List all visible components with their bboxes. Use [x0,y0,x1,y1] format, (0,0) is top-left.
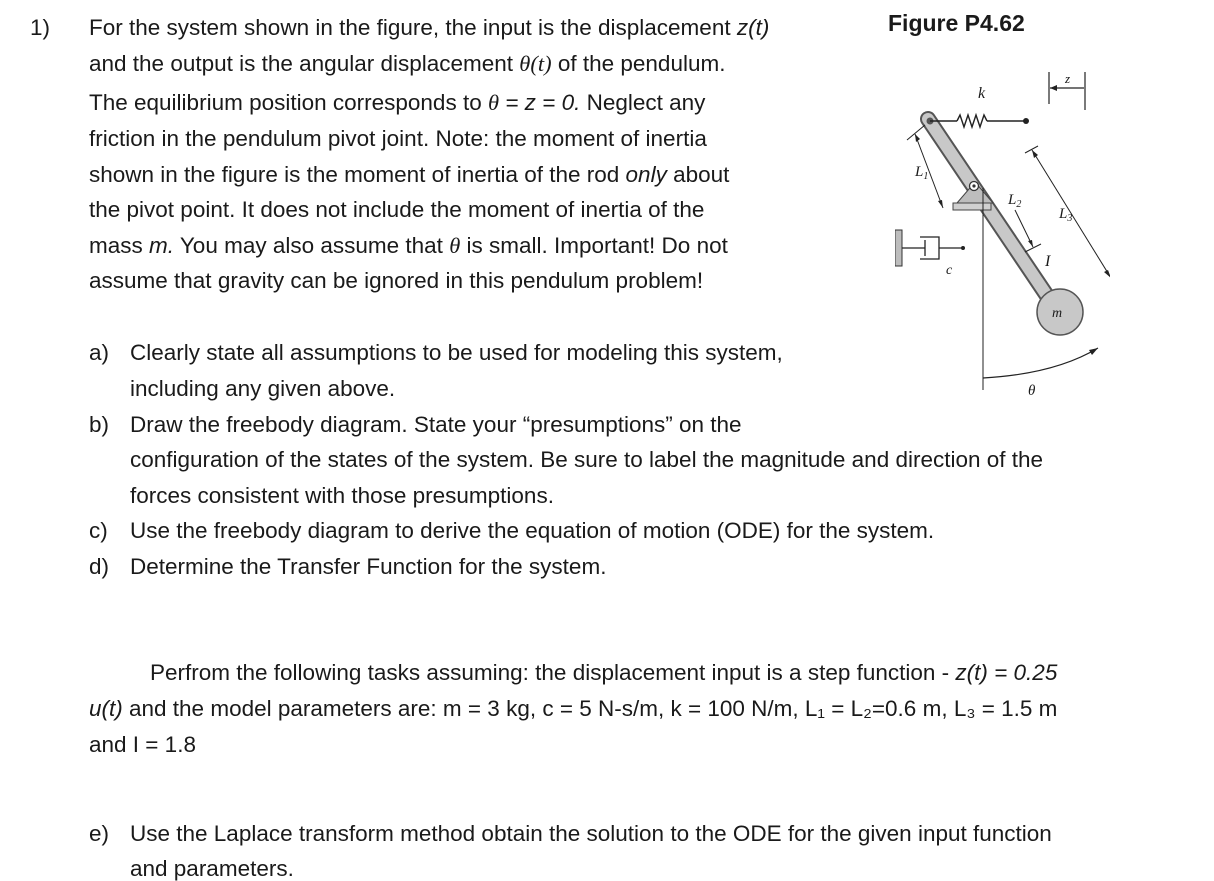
input-variable: z(t) [736,15,770,40]
output-variable: θ(t) [519,51,552,76]
intro-text: and the output is the angular displacement [89,51,520,76]
theta-symbol: θ [487,90,500,115]
label-L1 [914,164,928,182]
tasks-line-1 [150,662,1057,685]
theta-symbol: θ [449,233,461,258]
intro-line-7 [89,235,728,258]
intro-line-6: the pivot point. It does not include the moment of inertia of the [89,197,705,222]
part-b-line-1: Draw the freebody diagram. State your “presumptions” on the [130,412,742,437]
label-k: k [978,85,986,102]
part-e-line-2: and parameters. [130,856,294,881]
unit-step-symbol: u(t) [89,696,123,721]
part-d-label: d) [89,554,110,579]
mass-symbol: m. [149,233,175,258]
parameters-text: and the model parameters are: m = 3 kg, c = 5 N-s/m, k = 100 N/m, L₁ = L₂=0.6 m, L₃ = 1.5 m [122,696,1058,721]
intro-text: shown in the figure is the moment of inertia of the rod [89,162,626,187]
tasks-line-3: and I = 1.8 [89,732,196,757]
intro-text: mass [89,233,150,258]
label-L3-main: L [1059,206,1068,222]
pivot-support [953,182,993,211]
part-a-line-2: including any given above. [130,376,396,401]
question-number: 1) [30,15,51,40]
intro-line-8: assume that gravity can be ignored in this pendulum problem! [89,268,704,293]
part-e-line-1: Use the Laplace transform method obtain the solution to the ODE for the given input function [130,821,1052,846]
intro-line-1 [89,17,769,40]
intro-text: For the system shown in the figure, the input is the displacement [89,15,737,40]
intro-text: The equilibrium position corresponds to [89,90,488,115]
dimension-L3 [1025,146,1110,278]
label-theta: θ [1028,383,1036,399]
part-e-label: e) [89,821,110,846]
intro-line-4: friction in the pendulum pivot joint. Note: the moment of inertia [89,126,707,151]
label-L2 [1007,192,1021,210]
label-m: m [1052,306,1063,321]
figure-title: Figure P4.62 [888,10,1025,36]
pendulum-rod [928,119,1058,312]
part-b-line-2: configuration of the states of the system. Be sure to label the magnitude and direction of the [130,447,1044,472]
tasks-line-2 [89,698,1057,721]
part-c-label: c) [89,518,108,543]
intro-line-2 [89,53,725,76]
label-c: c [946,263,953,278]
intro-text: about [666,162,730,187]
label-I: I [1045,253,1051,270]
intro-text: Neglect any [580,90,706,115]
label-L2-sub: 2 [1016,199,1022,210]
emphasis-only: only [625,162,667,187]
label-L2-main: L [1008,192,1017,208]
pendulum-figure [895,60,1110,405]
step-input-expression: z(t) = 0.25 [955,660,1058,685]
spring-k [930,115,1029,127]
label-L1-sub: 1 [923,171,929,182]
intro-line-5 [89,164,729,187]
intro-text: is small. Important! Do not [460,233,728,258]
label-L3-sub: 3 [1067,213,1073,224]
label-z: z [1065,71,1071,86]
intro-text: You may also assume that [174,233,450,258]
intro-line-3 [89,92,705,115]
damper-c [895,230,965,266]
part-d-line-1: Determine the Transfer Function for the system. [130,554,607,579]
intro-text: of the pendulum. [551,51,726,76]
label-L3 [1058,206,1072,224]
label-L1-main: L [915,164,924,180]
part-a-line-1: Clearly state all assumptions to be used for modeling this system, [130,340,783,365]
part-c-line-1: Use the freebody diagram to derive the equation of motion (ODE) for the system. [130,518,935,543]
equilibrium-expression: = z = 0. [499,90,581,115]
tasks-text: Perfrom the following tasks assuming: the displacement input is a step function - [150,660,956,685]
part-b-label: b) [89,412,110,437]
part-a-label: a) [89,340,110,365]
part-b-line-3: forces consistent with those presumptions. [130,483,554,508]
